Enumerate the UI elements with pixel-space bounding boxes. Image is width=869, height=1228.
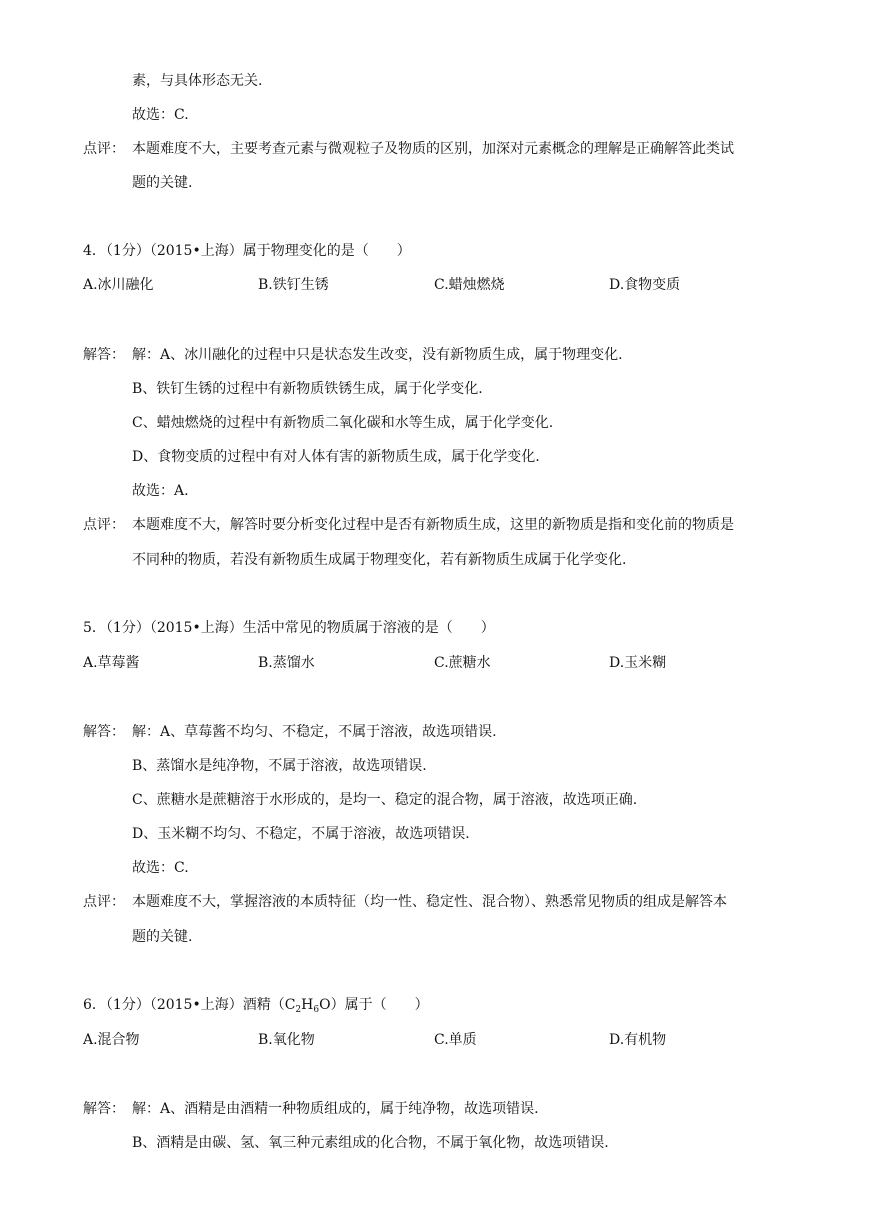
q5-option-a: A.草莓酱 [83,655,140,671]
q6-answer-line-2: B、酒精是由碳、氢、氧三种元素组成的化合物，不属于氧化物，故选项错误. [132,1135,609,1151]
q4-answer-line-1: 解：A、冰川融化的过程中只是状态发生改变，没有新物质生成，属于物理变化. [132,347,623,363]
q5-option-d: D.玉米糊 [609,655,667,671]
q5-comment-line-2: 题的关键. [132,929,193,945]
q6-stem-prefix: 6．（1分）（2015•上海）酒精（C [83,997,296,1013]
prev-comment-line-2: 题的关键. [132,175,193,191]
q6-formula-sub-2: 6 [313,1005,320,1015]
prev-choice: 故选：C. [132,107,189,123]
q5-option-c: C.蔗糖水 [434,655,491,671]
q4-answer-line-3: C、蜡烛燃烧的过程中有新物质二氧化碳和水等生成，属于化学变化. [132,415,554,431]
q4-comment-label: 点评： [83,517,125,533]
q4-choice: 故选：A. [132,483,189,499]
q4-stem: 4．（1分）（2015•上海）属于物理变化的是（ ） [83,243,411,259]
q4-answer-label: 解答： [83,347,125,363]
q5-answer-line-4: D、玉米糊不均匀、不稳定，不属于溶液，故选项错误. [132,826,470,842]
q4-answer-line-2: B、铁钉生锈的过程中有新物质铁锈生成，属于化学变化. [132,381,483,397]
q6-answer-label: 解答： [83,1101,125,1117]
q5-answer-label: 解答： [83,724,125,740]
q4-option-d: D.食物变质 [609,277,681,293]
q4-comment-line-2: 不同种的物质，若没有新物质生成属于物理变化，若有新物质生成属于化学变化. [132,552,627,568]
q6-option-d: D.有机物 [609,1032,667,1048]
q6-stem-suffix: O）属于（ ） [319,997,429,1013]
q6-formula-sub-1: 2 [295,1005,302,1015]
q4-option-b: B.铁钉生锈 [258,277,329,293]
q6-option-c: C.单质 [434,1032,477,1048]
q6-stem-mid: H [301,997,314,1013]
prev-comment-label: 点评： [83,141,125,157]
q5-answer-line-3: C、蔗糖水是蔗糖溶于水形成的，是均一、稳定的混合物，属于溶液，故选项正确. [132,792,638,808]
q5-choice: 故选：C. [132,860,189,876]
q5-option-b: B.蒸馏水 [258,655,315,671]
q4-option-c: C.蜡烛燃烧 [434,277,505,293]
prev-comment-line-1: 本题难度不大，主要考查元素与微观粒子及物质的区别，加深对元素概念的理解是正确解答此类试 [132,141,734,157]
q5-comment-label: 点评： [83,894,125,910]
q5-comment-line-1: 本题难度不大，掌握溶液的本质特征（均一性、稳定性、混合物）、熟悉常见物质的组成是解答本 [132,894,727,910]
q6-stem [83,996,429,1014]
q4-comment-line-1: 本题难度不大，解答时要分析变化过程中是否有新物质生成，这里的新物质是指和变化前的物质是 [132,517,734,533]
q5-answer-line-2: B、蒸馏水是纯净物，不属于溶液，故选项错误. [132,758,427,774]
q5-answer-line-1: 解：A、草莓酱不均匀、不稳定，不属于溶液，故选项错误. [132,724,497,740]
q6-answer-line-1: 解：A、酒精是由酒精一种物质组成的，属于纯净物，故选项错误. [132,1101,539,1117]
q4-option-a: A.冰川融化 [83,277,154,293]
q6-option-b: B.氧化物 [258,1032,315,1048]
q4-answer-line-4: D、食物变质的过程中有对人体有害的新物质生成，属于化学变化. [132,449,540,465]
prev-answer-line: 素，与具体形态无关. [132,73,263,89]
q5-stem: 5．（1分）（2015•上海）生活中常见的物质属于溶液的是（ ） [83,620,495,636]
q6-option-a: A.混合物 [83,1032,140,1048]
